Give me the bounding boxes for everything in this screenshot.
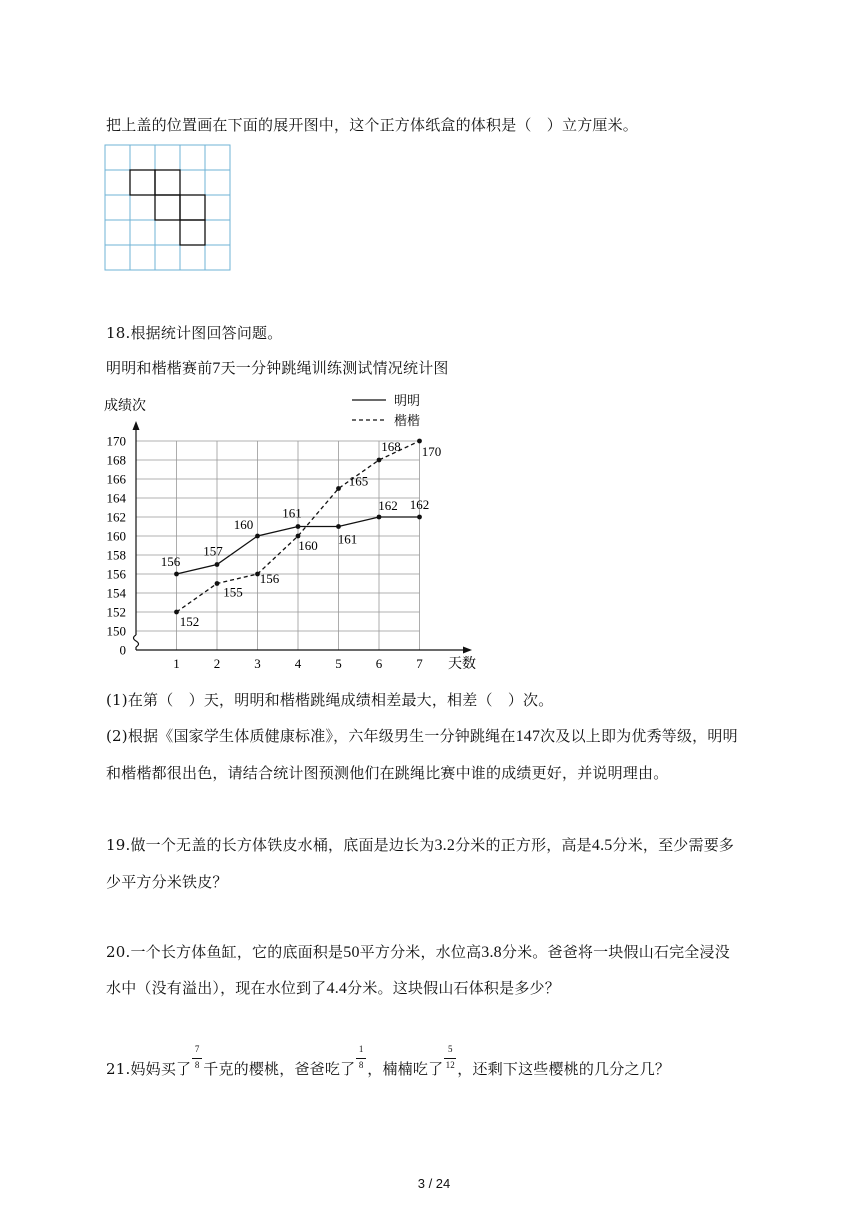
data-point xyxy=(377,515,382,520)
line-chart xyxy=(96,386,486,676)
data-point xyxy=(417,439,422,444)
x-tick-label: 6 xyxy=(375,656,383,671)
x-tick-label: 1 xyxy=(173,656,180,671)
data-label: 162 xyxy=(378,498,398,513)
q19-line2: 少平方分米铁皮？ xyxy=(106,873,228,891)
x-tick-label: 4 xyxy=(294,656,302,671)
data-label: 157 xyxy=(203,543,223,559)
y-tick-label: 168 xyxy=(106,452,126,468)
q17-text: 把上盖的位置画在下面的展开图中，这个正方体纸盒的体积是（ ）立方厘米。 xyxy=(106,116,639,134)
data-label: 156 xyxy=(160,554,181,569)
data-label: 160 xyxy=(298,538,318,553)
data-point xyxy=(336,486,341,491)
data-point xyxy=(255,534,260,539)
y-tick-label: 156 xyxy=(106,566,126,582)
q18-part2-line1: (2)根据《国家学生体质健康标准》，六年级男生一分钟跳绳在147次及以上即为优秀等级，明明 xyxy=(106,727,738,745)
data-point xyxy=(296,524,301,529)
data-label: 156 xyxy=(259,571,280,586)
legend-label: 明明 xyxy=(394,393,421,408)
q19-line1: 19.做一个无盖的长方体铁皮水桶，底面是边长为3.2分米的正方形，高是4.5分米，至少需要多 xyxy=(106,836,735,854)
y-tick-label: 158 xyxy=(106,547,126,563)
q18-part2-line2: 和楷楷都很出色，请结合统计图预测他们在跳绳比赛中谁的成绩更好，并说明理由。 xyxy=(106,764,669,782)
x-tick-label: 5 xyxy=(335,656,342,671)
chart-title: 明明和楷楷赛前7天一分钟跳绳训练测试情况统计图 xyxy=(106,359,449,377)
y-tick-label: 154 xyxy=(106,585,126,601)
y-tick-label: 166 xyxy=(106,471,126,487)
data-label: 160 xyxy=(233,517,254,532)
data-point xyxy=(174,610,179,615)
data-point xyxy=(336,524,341,529)
y-tick-label: 0 xyxy=(119,642,126,658)
data-label: 168 xyxy=(381,439,401,454)
data-label: 161 xyxy=(282,505,302,521)
y-axis-arrow xyxy=(133,421,140,430)
fraction-7-8: $\frac{7}{8}$ xyxy=(191,1058,203,1074)
data-label: 165 xyxy=(348,473,369,489)
data-label: 155 xyxy=(223,584,243,600)
y-tick-label: 170 xyxy=(106,433,126,449)
q20-line2: 水中（没有溢出），现在水位到了4.4分米。这块假山石体积是多少？ xyxy=(106,979,560,997)
fraction-1-8: $\frac{1}{8}$ xyxy=(355,1058,367,1074)
y-tick-label: 164 xyxy=(106,490,126,506)
y-tick-label: 160 xyxy=(106,528,126,544)
q20-line1: 20.一个长方体鱼缸，它的底面积是50平方分米，水位高3.8分米。爸爸将一块假山石完全浸没 xyxy=(106,943,730,961)
fraction-5-12: $\frac{5}{12}$ xyxy=(445,1044,455,1070)
data-point xyxy=(377,458,382,463)
data-point xyxy=(174,572,179,577)
y-tick-label: 150 xyxy=(106,623,126,639)
x-tick-label: 2 xyxy=(213,656,221,671)
cube-net-shape xyxy=(130,170,205,245)
page-number: 3 / 24 xyxy=(417,1176,451,1191)
x-tick-label: 7 xyxy=(416,656,423,671)
data-label: 162 xyxy=(409,497,430,512)
x-axis-label: 天数 xyxy=(448,657,476,672)
x-axis-arrow xyxy=(463,647,472,654)
y-tick-label: 162 xyxy=(106,509,126,525)
data-point xyxy=(215,581,220,586)
axis-break-mark xyxy=(134,635,139,647)
legend-label: 楷楷 xyxy=(394,413,421,428)
cube-net-grid xyxy=(104,144,234,274)
data-label: 152 xyxy=(179,614,200,629)
y-axis-label: 成绩次 xyxy=(104,399,146,414)
data-label: 170 xyxy=(421,444,442,459)
q18-part1: (1)在第（ ）天，明明和楷楷跳绳成绩相差最大，相差（ ）次。 xyxy=(106,691,554,709)
q21-line: 21.妈妈买了 $\frac{7}{8}$ 千克的樱桃，爸爸吃了 $\frac{1}{8}$ ，楠楠吃了 $\frac{5}{12}$ ，还剩下这些樱桃的几分之几？ xyxy=(106,1044,671,1078)
q18-heading: 18.根据统计图回答问题。 xyxy=(106,324,283,342)
x-tick-label: 3 xyxy=(254,656,261,671)
data-point xyxy=(417,515,422,520)
data-point xyxy=(215,562,220,567)
y-tick-label: 152 xyxy=(106,604,126,620)
data-label: 161 xyxy=(337,531,358,547)
